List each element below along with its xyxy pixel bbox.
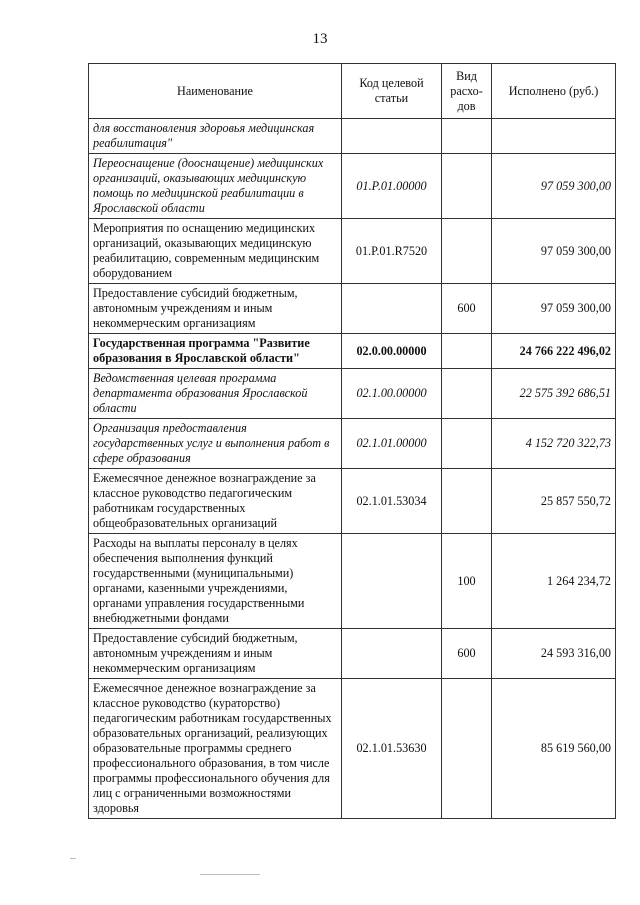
row-sum: 24 593 316,00 (492, 629, 616, 679)
row-vid (442, 419, 492, 469)
table-row (89, 334, 616, 369)
table-row (89, 419, 616, 469)
row-sum: 1 264 234,72 (492, 534, 616, 629)
row-code: 02.1.01.53034 (342, 469, 442, 534)
table-row (89, 679, 616, 819)
table-row (89, 629, 616, 679)
row-sum: 97 059 300,00 (492, 154, 616, 219)
row-code: 02.1.01.53630 (342, 679, 442, 819)
page-number: 13 (312, 31, 328, 47)
table-row (89, 119, 616, 154)
table-header-row (89, 64, 616, 119)
row-vid: 600 (442, 629, 492, 679)
row-code (342, 119, 442, 154)
header-code: Код целевой статьи (342, 64, 442, 119)
scan-artifact (70, 858, 76, 859)
row-sum: 85 619 560,00 (492, 679, 616, 819)
row-name: Ежемесячное денежное вознаграждение за классное руководство педагогическим работникам государственных общеобразовательных организаций (89, 469, 342, 534)
row-vid (442, 219, 492, 284)
row-code (342, 629, 442, 679)
row-code (342, 284, 442, 334)
row-code (342, 534, 442, 629)
header-name: Наименование (89, 64, 342, 119)
row-vid (442, 119, 492, 154)
row-code: 02.1.01.00000 (342, 419, 442, 469)
row-name: Предоставление субсидий бюджетным, автономным учреждениям и иным некоммерческим организациям (89, 284, 342, 334)
row-vid (442, 679, 492, 819)
table-row (89, 284, 616, 334)
table-row (89, 469, 616, 534)
row-sum: 97 059 300,00 (492, 219, 616, 284)
table-row (89, 219, 616, 284)
row-name: Расходы на выплаты персоналу в целях обеспечения выполнения функций государственными (муниципальными) органами, казенными учреждениями, органами управления государственными внебюджетными фондами (89, 534, 342, 629)
row-code: 01.Р.01.R7520 (342, 219, 442, 284)
scan-artifact (200, 874, 260, 875)
row-name: Переоснащение (дооснащение) медицинских организаций, оказывающих медицинскую помощь по медицинской реабилитации в Ярославской области (89, 154, 342, 219)
row-name: Ведомственная целевая программа департамента образования Ярославской области (89, 369, 342, 419)
row-vid: 600 (442, 284, 492, 334)
row-vid (442, 154, 492, 219)
row-vid (442, 334, 492, 369)
row-code: 02.1.00.00000 (342, 369, 442, 419)
header-sum: Исполнено (руб.) (492, 64, 616, 119)
table-row (89, 534, 616, 629)
row-vid (442, 469, 492, 534)
row-sum: 97 059 300,00 (492, 284, 616, 334)
table-row (89, 369, 616, 419)
row-name: Мероприятия по оснащению медицинских организаций, оказывающих медицинскую реабилитацию, современным медицинским оборудованием (89, 219, 342, 284)
row-code: 02.0.00.00000 (342, 334, 442, 369)
header-vid: Вид расхо-дов (442, 64, 492, 119)
row-sum (492, 119, 616, 154)
row-sum: 24 766 222 496,02 (492, 334, 616, 369)
row-name: для восстановления здоровья медицинская реабилитация" (89, 119, 342, 154)
row-vid: 100 (442, 534, 492, 629)
row-vid (442, 369, 492, 419)
row-name: Ежемесячное денежное вознаграждение за классное руководство (кураторство) педагогическим работникам государственных образовательных организаций, реализующих образовательные программы среднего профессионального образования, в том числе программы профессионального обучения для лиц с ограниченными возможностями здоровья (89, 679, 342, 819)
row-sum: 25 857 550,72 (492, 469, 616, 534)
row-name: Государственная программа "Развитие образования в Ярославской области" (89, 334, 342, 369)
row-name: Организация предоставления государственных услуг и выполнения работ в сфере образования (89, 419, 342, 469)
budget-table (88, 63, 616, 819)
row-code: 01.Р.01.00000 (342, 154, 442, 219)
row-sum: 4 152 720 322,73 (492, 419, 616, 469)
table-row (89, 154, 616, 219)
row-name: Предоставление субсидий бюджетным, автономным учреждениям и иным некоммерческим организациям (89, 629, 342, 679)
row-sum: 22 575 392 686,51 (492, 369, 616, 419)
